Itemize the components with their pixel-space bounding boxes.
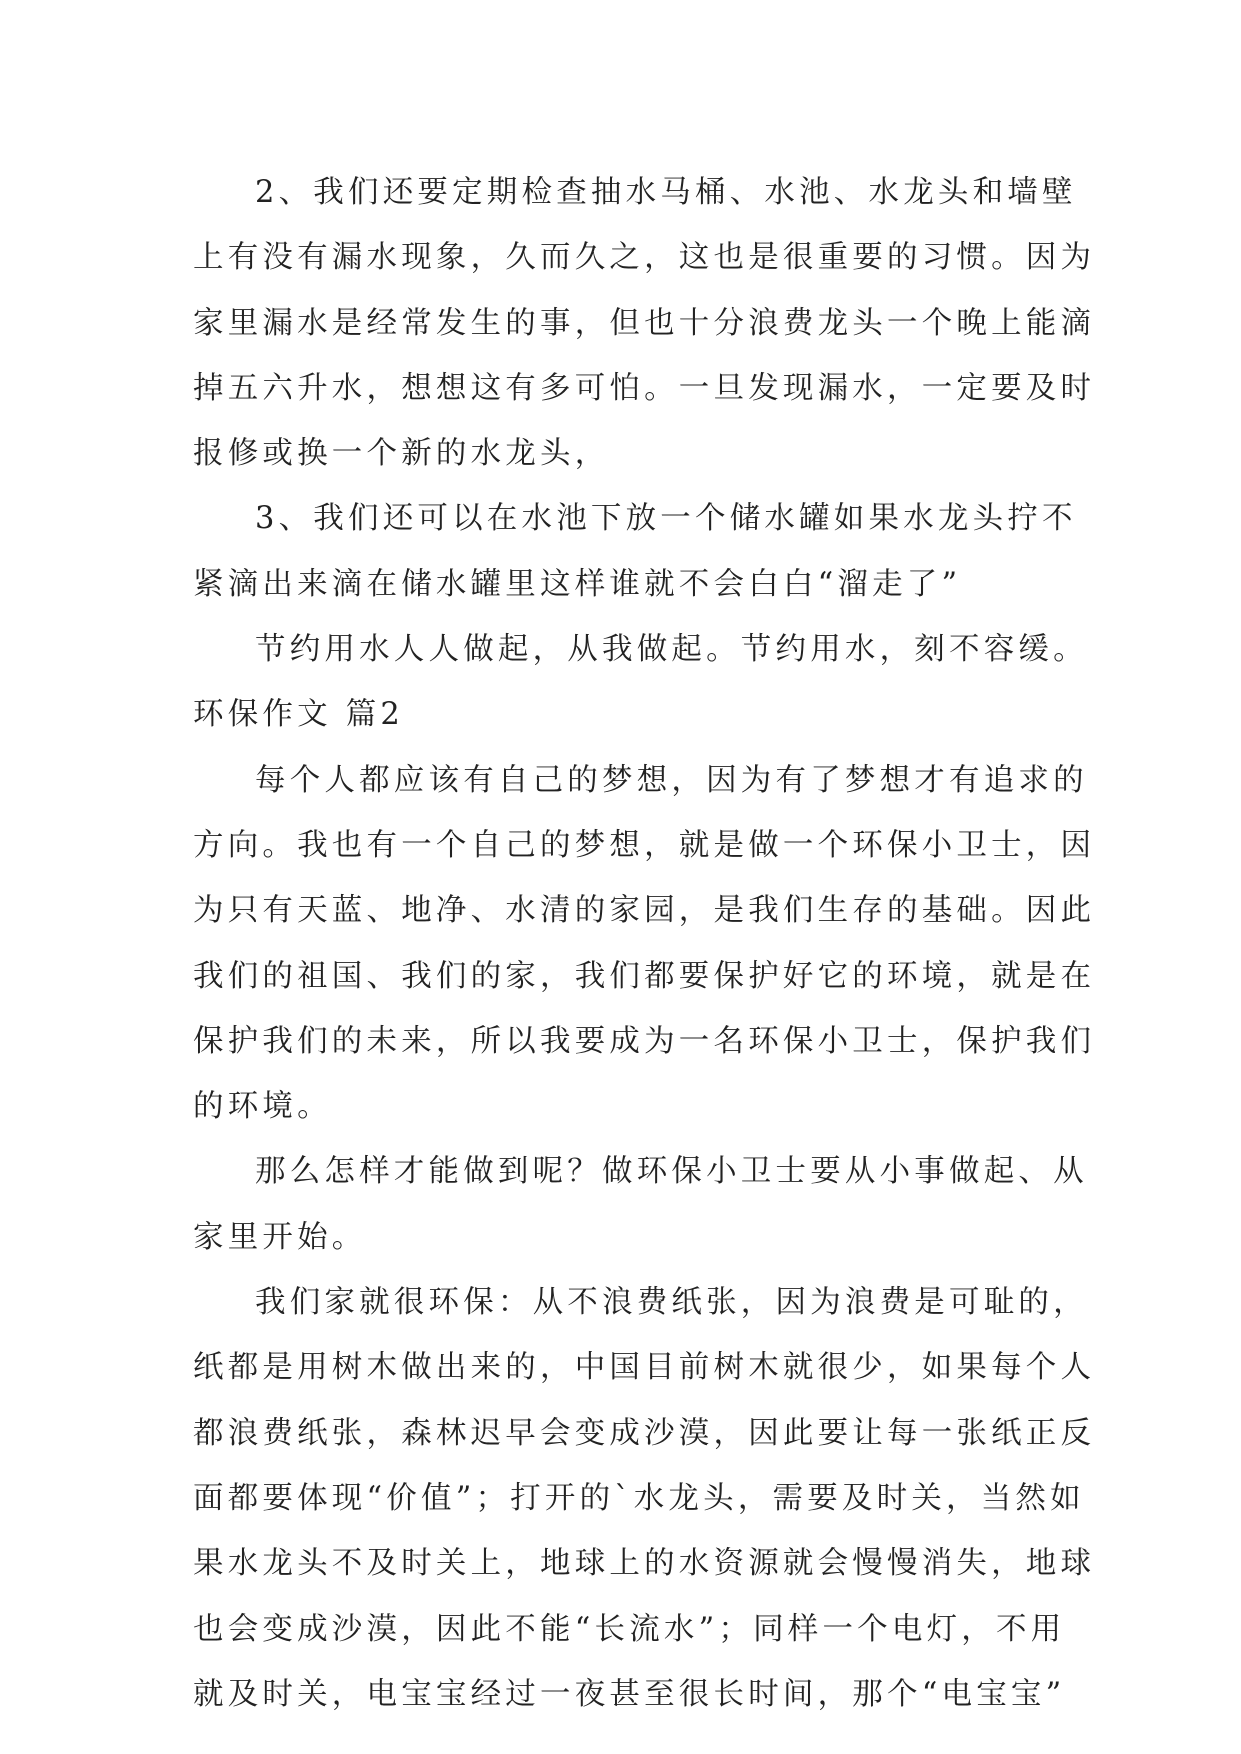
text-line: 也会变成沙漠，因此不能“长流水”；同样一个电灯，不用 xyxy=(193,1611,1066,1647)
text-line: 3、我们还可以在水池下放一个储水罐如果水龙头拧不 xyxy=(255,501,1077,537)
text-line: 我们家就很环保：从不浪费纸张，因为浪费是可耻的， xyxy=(255,1285,1088,1321)
text-line: 的环境。 xyxy=(193,1089,332,1125)
text-line: 2、我们还要定期检查抽水马桶、水池、水龙头和墙壁 xyxy=(255,175,1077,210)
text-line: 紧滴出来滴在储水罐里这样谁就不会白白“溜走了” xyxy=(193,566,962,602)
text-line: 方向。我也有一个自己的梦想，就是做一个环保小卫士，因 xyxy=(193,827,1096,863)
text-line: 我们的祖国、我们的家，我们都要保护好它的环境，就是在 xyxy=(193,958,1096,994)
text-line: 都浪费纸张，森林迟早会变成沙漠，因此要让每一张纸正反 xyxy=(193,1415,1096,1451)
text-line: 家里开始。 xyxy=(193,1219,367,1255)
text-line: 那么怎样才能做到呢？做环保小卫士要从小事做起、从 xyxy=(255,1154,1088,1190)
text-line: 家里漏水是经常发生的事，但也十分浪费龙头一个晚上能滴 xyxy=(193,305,1096,341)
text-line: 就及时关，电宝宝经过一夜甚至很长时间，那个“电宝宝” xyxy=(193,1676,1066,1712)
text-line: 保护我们的未来，所以我要成为一名环保小卫士，保护我们 xyxy=(193,1023,1096,1059)
text-line: 果水龙头不及时关上，地球上的水资源就会慢慢消失，地球 xyxy=(193,1546,1096,1582)
text-line: 每个人都应该有自己的梦想，因为有了梦想才有追求的 xyxy=(255,762,1088,798)
text-line: 掉五六升水，想想这有多可怕。一旦发现漏水，一定要及时 xyxy=(193,370,1096,406)
text-line: 为只有天蓝、地净、水清的家园，是我们生存的基础。因此 xyxy=(193,893,1096,929)
text-line: 上有没有漏水现象，久而久之，这也是很重要的习惯。因为 xyxy=(193,240,1096,276)
essay-text xyxy=(193,160,1096,1727)
section-heading: 环保作文 篇2 xyxy=(193,697,404,733)
text-line: 报修或换一个新的水龙头， xyxy=(193,436,610,472)
text-line: 面都要体现“价值”；打开的`水龙头，需要及时关，当然如 xyxy=(193,1480,1085,1516)
text-line: 纸都是用树木做出来的，中国目前树木就很少，如果每个人 xyxy=(193,1350,1096,1386)
text-line: 节约用水人人做起，从我做起。节约用水，刻不容缓。 xyxy=(255,632,1088,668)
